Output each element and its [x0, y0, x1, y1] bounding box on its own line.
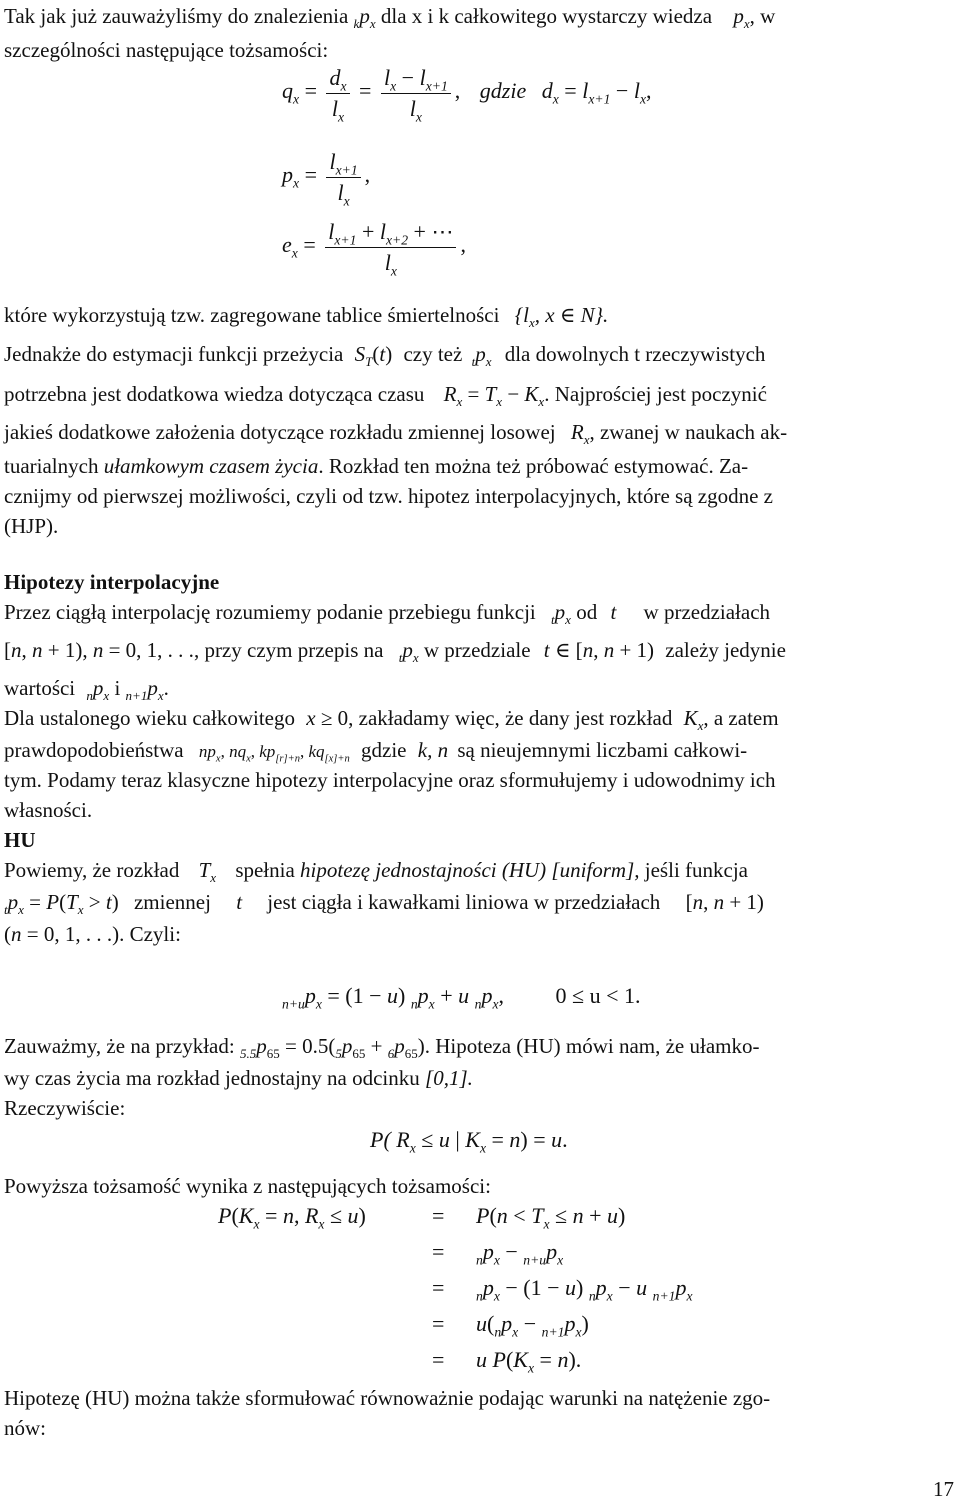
hipoteze-text: hipotezę jednostajności (HU) [uniform], — [300, 858, 640, 882]
przy-text-c: zależy jedynie — [665, 638, 786, 662]
prawd-text-c: są nieujemnymi liczbami całkowi- — [457, 738, 748, 762]
derivation-row-1: $P(K_x = n$, $R_x \le u$) — [218, 1203, 366, 1232]
potrzebna-text: potrzebna jest dodatkowa wiedza dotycząca czasu — [4, 382, 425, 406]
q-identity: $q_x$ = $\frac{d_x}{l_x}$ = $\frac{l_x - l_{x+1}}{l_x}$ , gdzie $d_x = l_{x+1} - l_x$, — [282, 65, 652, 124]
section-heading — [4, 568, 219, 598]
wlasnosci-text: własności. — [4, 798, 93, 822]
zauwazmy-text-a: Zauważmy, że na przykład: — [4, 1034, 235, 1058]
prob-formula: P( $R_x \le u$ | $K_x = n) = u$. — [370, 1127, 568, 1156]
zauwazmy-text-b: . Hipoteza (HU) mówi nam, że ułamko- — [424, 1034, 760, 1058]
derivation-eq-4: = — [432, 1311, 445, 1336]
najprosciej-text: . Najprościej jest poczynić — [544, 382, 767, 406]
derivation-eq-3: = — [432, 1275, 445, 1300]
tuarialnych-text-b: . Rozkład ten można też próbować estymować. Za- — [318, 454, 749, 478]
intro-line-2 — [4, 36, 328, 66]
powiemy-text-c: jeśli funkcja — [644, 858, 748, 882]
intro-text-a: Tak jak już zauważyliśmy do znalezienia — [4, 4, 349, 28]
derivation-rhs-4: $u(_np_x - _{n+1}p_x)$ — [476, 1311, 589, 1340]
hipoteze-final-text: Hipotezę (HU) można także sformułować równoważnie podając warunki na natężenie zgo- — [4, 1386, 771, 1410]
tym-text: tym. Podamy teraz klasyczne hipotezy interpolacyjne oraz sformułujemy i udowodnimy ich — [4, 768, 776, 792]
intro-x-subscript-2: x — [743, 16, 750, 32]
przy-text-b: w przedziale — [423, 638, 531, 662]
powiemy-text-a: Powiemy, że rozkład — [4, 858, 180, 882]
fraction-sum-over-lx: $\frac{l_{x+1} + l_{x+2} + \cdots}{l_x}$ — [325, 218, 456, 276]
przez-text-a: Przez ciągłą interpolację rozumiemy podanie przebiegu funkcji — [4, 600, 536, 624]
derivation-rhs-5: u $P(K_x = n)$. — [476, 1347, 582, 1376]
intro-text-2: szczególności następujące tożsamości: — [4, 38, 329, 62]
wartosci-line: wartości $_np_x$ i $_{n+1}p_x$. — [4, 676, 169, 704]
page-number: 17 — [933, 1477, 954, 1502]
e-def-symbol: e — [282, 232, 292, 258]
jakies-line: jakieś dodatkowe założenia dotyczące rozkładu zmiennej losowej $R_x$, zwanej w naukach ak- — [4, 420, 788, 448]
prawd-text-b: gdzie — [361, 738, 407, 762]
l-symbol-a: l — [383, 65, 391, 90]
p-identity: $p_x$ = $\frac{l_{x+1}}{l_x}$ , — [282, 149, 371, 208]
cznijmy-line — [4, 482, 773, 512]
fraction-lx1-over-lx: $\frac{l_{x+1}}{l_x}$ — [326, 148, 360, 206]
derivation-eq-5: = — [432, 1347, 445, 1372]
intro-p-symbol: p — [359, 4, 370, 28]
derivation-rhs-2: $_np_x - _{n+u}p_x$ — [476, 1239, 564, 1268]
powiemy-text-b: spełnia — [235, 858, 295, 882]
tuarialnych-text-a: tuarialnych — [4, 454, 99, 478]
czyli-line: (n = 0, 1, . . .). Czyli: — [4, 922, 181, 946]
wy-text-b: [0,1]. — [425, 1066, 473, 1090]
tym-line — [4, 766, 776, 796]
ulamkowym-text: ułamkowym czasem życia — [103, 454, 319, 478]
hipoteze-final-line — [4, 1384, 770, 1414]
jednakze-text-b: czy też — [403, 342, 463, 366]
rzeczywiscie-line — [4, 1094, 125, 1124]
tuarialnych-line — [4, 452, 952, 482]
intro-line-1 — [4, 2, 952, 32]
zmiennej-line: $_tp_x = P(T_x > t)$ zmiennej t jest ciągła i kawałkami liniowa w przedziałach [n, n + 1) — [4, 890, 764, 918]
derivation-rhs-1: $P(n < T_x \le n + u)$ — [476, 1203, 626, 1232]
intro-text-b: dla x i k całkowitego wystarczy wiedza — [380, 4, 713, 28]
prawd-text-a: prawdopodobieństwa — [4, 738, 184, 762]
dla-text-c: , a zatem — [703, 706, 779, 730]
rzeczywiscie-text: Rzeczywiście: — [4, 1096, 126, 1120]
d-def-symbol: d — [541, 78, 553, 104]
d-symbol: d — [329, 65, 341, 90]
p-def-symbol: p — [282, 162, 293, 188]
potrzebna-line: potrzebna jest dodatkowa wiedza dotycząca czasu $R_x = T_x - K_x$. Najprościej jest poczynić — [4, 382, 767, 410]
przez-text-b: od — [576, 600, 598, 624]
hjp-line — [4, 512, 58, 542]
przy-line: [n, n + 1), n = 0, 1, . . ., przy czym przepis na $_tp_x$ w przedziale t ∈ [n, n + 1) zależy jedynie — [4, 638, 786, 666]
aggregate-text: które wykorzystują tzw. zagregowane tablice śmiertelności — [4, 303, 500, 327]
derivation-eq-1: = — [432, 1203, 445, 1228]
fraction-d-over-l: $\frac{d_x}{l_x}$ — [326, 64, 349, 122]
prawd-line: prawdopodobieństwa $np_x$, $nq_x$, $kp_{[r]+n}$, $kq_{[x]+n}$ gdzie k, n są nieujemnymi liczbami całkowi- — [4, 738, 748, 765]
intro-k-subscript: k — [353, 16, 360, 32]
jakies-text-b: , zwanej w naukach ak- — [589, 420, 788, 444]
l-symbol: l — [331, 95, 339, 121]
section-title: Hipotezy interpolacyjne — [4, 570, 220, 594]
aggregate-set: {l — [514, 303, 529, 327]
dla-text-a: Dla ustalonego wieku całkowitego — [4, 706, 296, 730]
wlasnosci-line — [4, 796, 92, 826]
aggregate-set-rest: , x ∈ N}. — [534, 303, 609, 327]
zmiennej-text-a: zmiennej — [133, 890, 211, 914]
powiemy-line: Powiemy, że rozkład $T_x$ spełnia hipotezę jednostajności (HU) [uniform], jeśli funkcja — [4, 858, 748, 886]
dla-text-b: , zakładamy więc, że dany jest rozkład — [348, 706, 673, 730]
przy-text-a: , przy czym przepis na — [193, 638, 384, 662]
zmiennej-text-b: jest ciągła i kawałkami liniowa w przedziałach — [267, 890, 661, 914]
czyli-text: . Czyli: — [119, 922, 181, 946]
hjp-text: (HJP). — [4, 514, 59, 538]
przez-text-c: w przedziałach — [643, 600, 771, 624]
fraction-diff-over-l: $\frac{l_x - l_{x+1}}{l_x}$ — [381, 64, 451, 122]
jakies-text-a: jakieś dodatkowe założenia dotyczące rozkładu zmiennej losowej — [4, 420, 556, 444]
hu-formula: $_{n+u}p_x = (1 - u) _np_x + u$ $_np_x$, 0 ≤ u < 1. — [282, 983, 641, 1012]
intro-x-subscript: x — [369, 16, 376, 32]
l-symbol-b: l — [419, 65, 426, 90]
prob-formula-text: P( R — [370, 1127, 410, 1152]
formula-range: 0 ≤ u < 1. — [555, 983, 641, 1008]
jednakze-text-a: Jednakże do estymacji funkcji przeżycia — [4, 342, 344, 366]
hu-title: HU — [4, 828, 36, 852]
derivation-rhs-3: $_np_x - (1 - u) _np_x - u$ $_{n+1}p_x$ — [476, 1275, 693, 1304]
nows-text: nów: — [4, 1416, 46, 1440]
powyzsza-line — [4, 1172, 491, 1202]
wartosci-text: wartości — [4, 676, 76, 700]
e-identity: $e_x$ = $\frac{l_{x+1} + l_{x+2} + \cdots}{l_x}$ , — [282, 219, 466, 278]
intro-p-symbol-2: p — [733, 4, 744, 28]
sum-dots: + ⋯ — [413, 219, 454, 244]
l-symbol-den: l — [409, 95, 416, 121]
intro-text-c: , w — [749, 4, 776, 28]
powyzsza-text: Powyższa tożsamość wynika z następujących tożsamości: — [4, 1174, 491, 1198]
wartosci-i: i — [114, 676, 121, 700]
dla-line: Dla ustalonego wieku całkowitego x ≥ 0, zakładamy więc, że dany jest rozkład $K_x$, a zatem — [4, 706, 779, 734]
cznijmy-text: cznijmy od pierwszej możliwości, czyli od tzw. hipotez interpolacyjnych, które są zgodne z — [4, 484, 773, 508]
jednakze-text-c: dla dowolnych t rzeczywistych — [504, 342, 766, 366]
derivation-eq-2: = — [432, 1239, 445, 1264]
zauwazmy-line: Zauważmy, że na przykład: $_{5.5}p_{65} = 0.5(_5p_{65} + _6p_{65})$. Hipoteza (HU) mówi nam, że ułamko- — [4, 1034, 760, 1062]
gdzie-word: gdzie — [479, 78, 527, 104]
aggregate-line: które wykorzystują tzw. zagregowane tablice śmiertelności {$l_x$, x ∈ N}. — [4, 303, 609, 331]
przez-line: Przez ciągłą interpolację rozumiemy podanie przebiegu funkcji $_tp_x$ od t w przedziałach — [4, 600, 771, 628]
wy-text-a: wy czas życia ma rozkład jednostajny na odcinku — [4, 1066, 420, 1090]
q-symbol: q — [282, 78, 293, 104]
wy-line — [4, 1064, 473, 1094]
nows-line — [4, 1414, 46, 1444]
jednakze-line: Jednakże do estymacji funkcji przeżycia $S_T(t)$ czy też $_tp_x$ dla dowolnych t rzeczywistych — [4, 342, 766, 370]
hu-heading — [4, 826, 36, 856]
